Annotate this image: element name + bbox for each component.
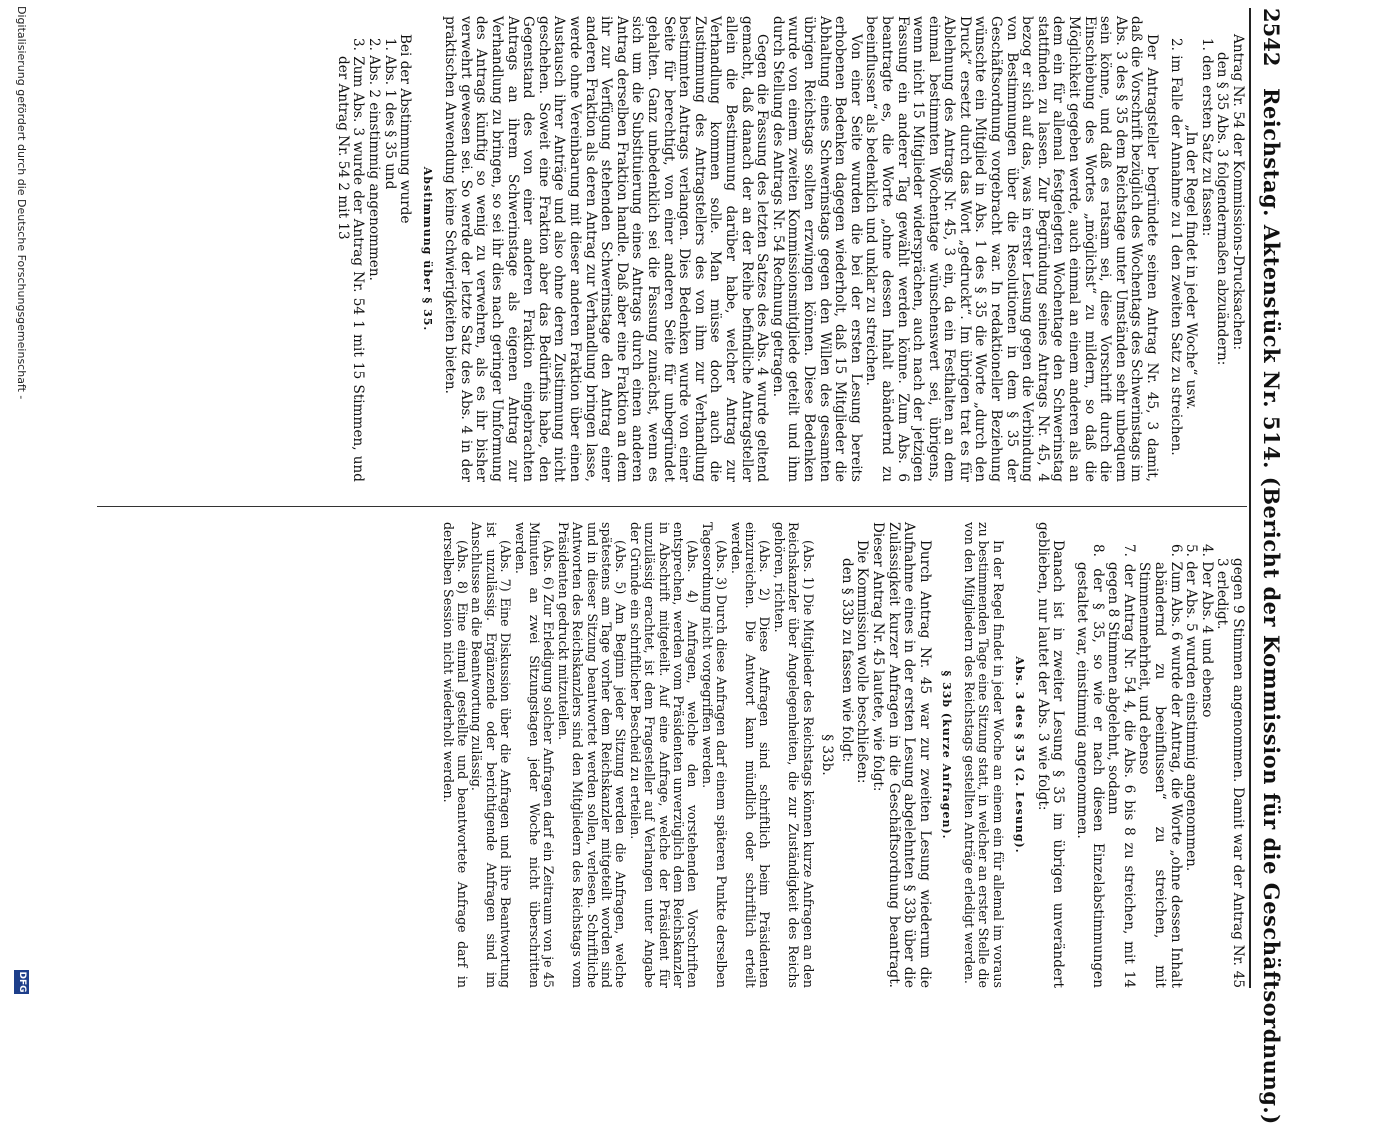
list-item: 4. Der Abs. 4 und ebenso [1198, 544, 1215, 718]
section-heading: § 33b. [819, 734, 836, 776]
list-item: 6. Zum Abs. 6 wurde der Antrag, die Worte „ohne dessen Inhalt abändernd zu beeinflussen“ zu streichen, mit Stimmenmehrheit, und ebenso [1136, 544, 1184, 988]
paragraph: (Abs. 6) Zur Erledigung solcher Anfragen darf ein Zeitraum von je 45 Minuten an zwei Sitzungstagen jeder Woche nicht überschritten werden. [512, 522, 557, 988]
list-item: 2. Abs. 2 einstimmig angenommen. [365, 38, 382, 281]
paragraph: Die Kommission wolle beschließen: [854, 540, 871, 784]
paragraph: Durch Antrag Nr. 45 war zur zweiten Lesung wiederum die Aufnahme eines in der ersten Lesung abgelehnten § 33b über die Zulässigkeit kurzer Anfragen in die Geschäftsordnung beantragt. Dieser Antrag Nr. 45 lautete, wie folgt: [870, 522, 933, 988]
paragraph: (Abs. 7) Eine Diskussion über die Anfragen und ihre Beantwortung ist unzulässig. Ergänzende oder berichtigende Anfragen sind im Anschlusse an die Beantwortung zulässig. [469, 522, 514, 988]
list-item: 2. im Falle der Annahme zu 1 den zweiten Satz zu streichen. [1167, 38, 1184, 456]
paragraph: (Abs. 1) Die Mitglieder des Reichstags können kurze Anfragen an den Reichskanzler über Angelegenheiten, die zur Zuständigkeit des Reichs gehören, richten. [771, 522, 816, 988]
dfg-logo: DFG [14, 970, 29, 994]
paragraph: (Abs. 3) Durch diese Anfragen darf einem späteren Punkte derselben Tagesordnung nicht vorgegriffen werden. [699, 522, 730, 988]
list-item: 5. der Abs. 5 wurden einstimmig angenommen. [1183, 544, 1200, 872]
paragraph: Von einer Seite wurden die bei der ersten Lesung bereits erhobenen Bedenken dagegen wiederholt, daß 15 Mitglieder die Abhaltung eines Schwerinstags gegen den Willen des gesamten übrigen Reichstags sollten erzwingen können. Diese Bedenken wurde von einem zweiten Kommissionsmitgliede geteilt und ihm durch Stellung des Antrags Nr. 54 Rechnung getragen. [769, 16, 864, 482]
list-item: 1. den ersten Satz zu fassen: [1198, 38, 1215, 237]
quoted-text: „In der Regel findet in jeder Woche“ usw. [1183, 124, 1200, 410]
paragraph: Antrag Nr. 54 der Kommissions-Drucksachen: [1230, 34, 1246, 351]
paragraph: (Abs. 8) Eine einmal gestellte und beantwortete Anfrage darf in derselben Session nicht wiederholt werden. [440, 522, 470, 988]
header-rule [1249, 8, 1251, 988]
paragraph: den § 35 Abs. 3 folgendermaßen abzuändern: [1214, 52, 1231, 366]
paragraph: Bei der Abstimmung wurde [397, 34, 414, 224]
paragraph: (Abs. 2) Diese Anfragen sind schriftlich beim Präsidenten einzureichen. Die Antwort kann mündlich oder schriftlich erteilt werden. [728, 522, 773, 988]
paragraph: Gegen die Fassung des letzten Satzes des Abs. 4 wurde geltend gemacht, daß danach der an der Reihe befindliche Antragsteller allein die Bestimmung darüber habe, welcher Antrag zur Verhandlung kommen solle. Man müsse doch auch die Zustimmung des Antragstellers des von ihm zur Verhandlung bestimmten Antrags verlangen. Dies Bedenken wurde von einer Seite für berechtigt, von einer anderen Seite für unbegründet gehalten. Ganz unbedenklich sei die Fassung zunächst, wenn es sich um die Substituierung eines Antrags durch einen anderen Antrag derselben Fraktion handle. Daß aber eine Fraktion an dem ihr zur Verfügung stehenden Schwerinstage den Antrag einer anderen Fraktion als deren Antrag zur Verhandlung bringen lasse, werde ohne Vereinbarung mit dieser anderen Fraktion über einen Austausch ihrer Anträge und also ohne deren Zustimmung nicht geschehen. Soweit eine Fraktion aber das Bedürfnis habe, den Gegenstand des von einer anderen Fraktion eingebrachten Antrags an ihrem Schwerinstage als eigenen Antrag zur Verhandlung zu bringen, so sei ihr dies nach geringer Umformung des Antrags künftig so wenig zu verwehren, als es ihr bisher verwehrt gewesen sei. So werde der letzte Satz des Abs. 4 in der praktischen Anwendung keine Schwierigkeiten bieten. [442, 16, 771, 482]
section-heading: Abstimmung über § 35. [420, 166, 434, 332]
page-number: 2542 [1259, 8, 1284, 67]
digitization-footer [14, 0, 28, 1000]
paragraph: Der Antragsteller begründete seinen Antrag Nr. 45, 3 damit, daß die Vorschrift bezüglich des Wochentags des Schwerinstags im Abs. 3 des § 35 dem Reichstage unter Umständen sehr unbequem sein könne, und daß es ratsam sei, diese Vorschrift durch die Einschiebung des Wortes „möglichst“ zu mildern, so daß die Möglichkeit gegeben werde, auch einmal an einem anderen als an dem ein für allemal festgelegten Wochentage den Schwerinstag stattfinden zu lassen. Zur Begründung seines Antrags Nr. 45, 4 bezog er sich auf das, was in erster Lesung gegen die Verbindung von Bestimmungen über die Resolutionen in dem § 35 der Geschäftsordnung vorgebracht war. In redaktioneller Beziehung wünschte ein Mitglied in Abs. 1 des § 35 die Worte „durch den Druck“ ersetzt durch das Wort „gedruckt“. Im übrigen trat es für Ablehnung des Antrags Nr. 45, 3 ein, da ein Festhalten an dem einmal bestimmten Wochentage wünschenswert sei, übrigens, wenn nicht 15 Mitglieder widersprächen, auch nach der jetzigen Fassung ein anderer Tag gewählt werden könne. Zum Abs. 6 beantragte es, die Worte „ohne dessen Inhalt abändernd zu beeinflussen“ als bedenklich und unklar zu streichen. [863, 16, 1161, 482]
section-heading: § 33b (kurze Anfragen). [940, 670, 954, 840]
paragraph: Danach ist in zweiter Lesung § 35 im übrigen unverändert geblieben, nur lautet der Abs. 3 wie folgt: [1034, 522, 1067, 988]
left-column [334, 16, 1245, 482]
paragraph: In der Regel findet in jeder Woche an einem ein für allemal im voraus zu bestimmenden Tage eine Sitzung statt, in welcher an erster Stelle die von den Mitgliedern des Reichstags gestellten Anträge erledigt werden. [961, 522, 1006, 988]
list-item: 7. der Antrag Nr. 54 4, die Abs. 6 bis 8 zu streichen, mit 14 gegen 8 Stimmen abgelehnt, sodann [1105, 544, 1137, 988]
paragraph: (Abs. 5) Am Beginn jeder Sitzung werden die Anfragen, welche spätestens am Tage vorher dem Reichskanzler mitgeteilt worden sind und in dieser Sitzung beantwortet werden sollen, verlesen. Schriftliche Antworten des Reichskanzlers sind den Mitgliedern des Reichstags vom Präsidenten gedruckt mitzuteilen. [555, 522, 629, 988]
page-header [1255, 8, 1287, 1125]
footer-text: Digitalisierung gefördert durch die Deutsche Forschungsgemeinschaft - [15, 6, 28, 400]
paragraph: gegen 9 Stimmen angenommen. Damit war der Antrag Nr. 45 3 erledigt. [1214, 558, 1246, 988]
page-title: Reichstag. Aktenstück Nr. 514. (Bericht der Kommission für die Geschäftsordnung.) [1259, 88, 1284, 1125]
list-item: 8. der § 35, so wie er nach diesen Einzelabstimmungen gestaltet war, einstimmig angenommen. [1074, 544, 1106, 988]
paragraph: (Abs. 4) Anfragen, welche den vorstehenden Vorschriften entsprechen, werden vom Präsidenten unverzüglich dem Reichskanzler in Abschrift mitgeteilt. Auf eine Anfrage, welche der Präsident für unzulässig erachtet, ist dem Fragesteller auf Verlangen unter Angabe der Gründe ein schriftlicher Bescheid zu erteilen. [627, 522, 701, 988]
section-heading: Abs. 3 des § 35 (2. Lesung). [1013, 656, 1027, 854]
list-item: 3. Zum Abs. 3 wurde der Antrag Nr. 54 1 mit 15 Stimmen, und der Antrag Nr. 54 2 mit 13 [334, 38, 367, 482]
paragraph: den § 33b zu fassen wie folgt: [838, 558, 855, 763]
list-item: 1. Abs. 1 des § 35 und [381, 38, 398, 190]
column-divider [97, 506, 1247, 507]
right-column [440, 522, 1245, 988]
